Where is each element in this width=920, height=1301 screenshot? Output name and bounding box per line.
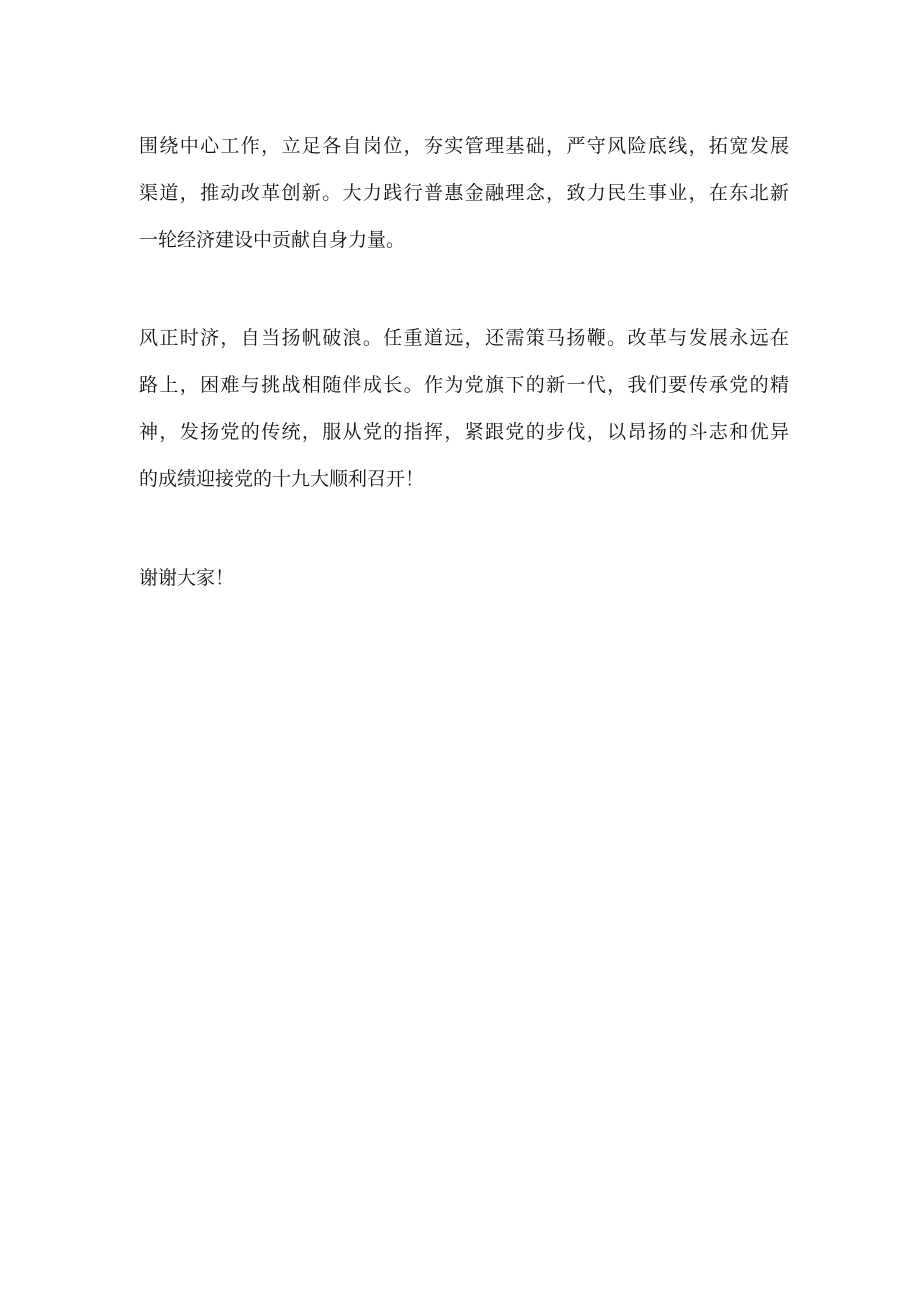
paragraph-work-goals	[139, 123, 789, 264]
paragraph-line: 围绕中心工作，立足各自岗位，夯实管理基础，严守风险底线，拓宽发展	[139, 135, 789, 157]
paragraph-line: 的成绩迎接党的十九大顺利召开！	[139, 468, 425, 490]
paragraph-closing-appeal	[139, 315, 789, 503]
paragraph-line: 一轮经济建设中贡献自身力量。	[139, 229, 406, 251]
paragraph-line: 神，发扬党的传统，服从党的指挥，紧跟党的步伐，以昂扬的斗志和优异	[139, 421, 789, 443]
paragraph-thanks	[139, 555, 789, 602]
paragraph-line: 渠道，推动改革创新。大力践行普惠金融理念，致力民生事业，在东北新	[139, 182, 789, 204]
paragraph-line: 风正时济，自当扬帆破浪。任重道远，还需策马扬鞭。改革与发展永远在	[139, 327, 789, 349]
paragraph-line: 路上，困难与挑战相随伴成长。作为党旗下的新一代，我们要传承党的精	[139, 374, 789, 396]
paragraph-line: 谢谢大家！	[139, 567, 235, 589]
